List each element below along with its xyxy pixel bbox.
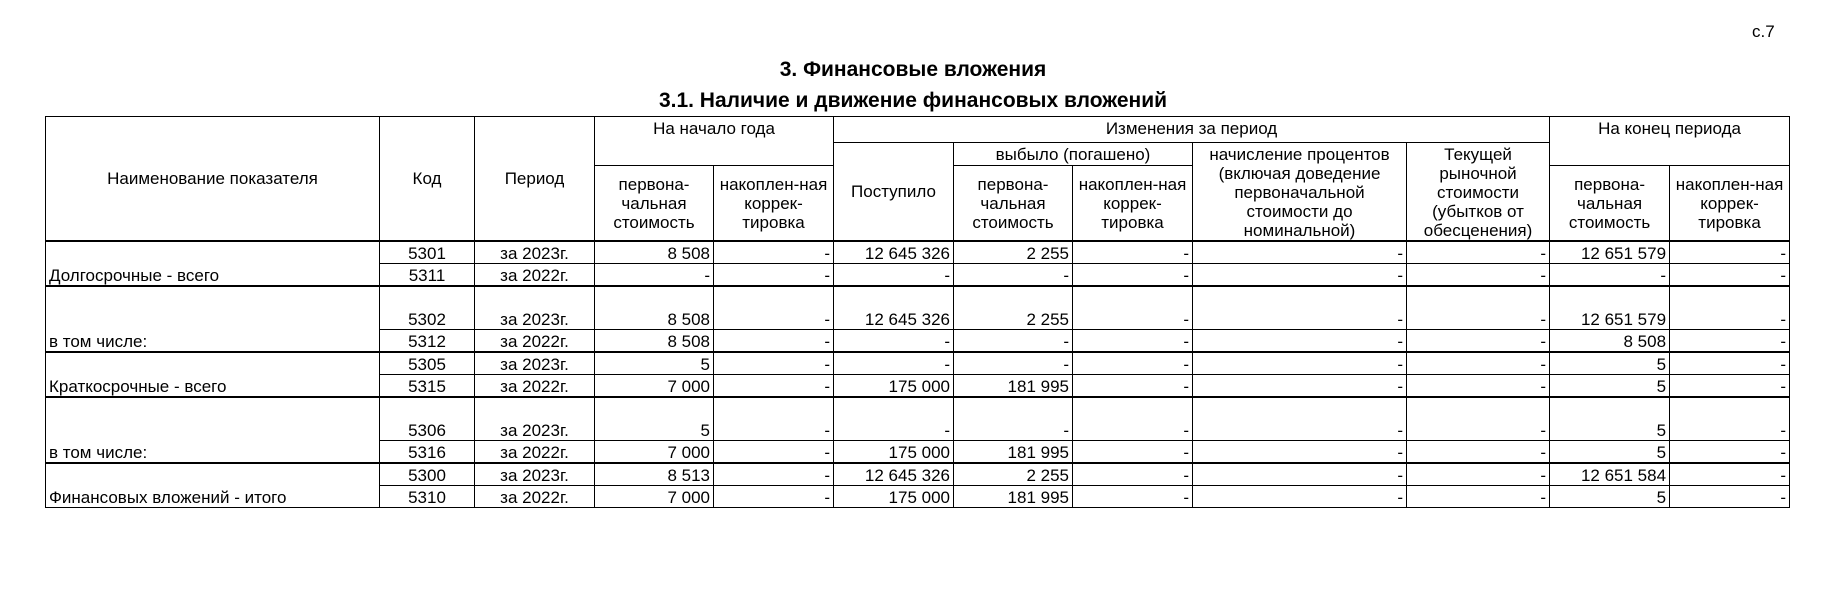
row-value-2: - [714, 264, 834, 287]
row-value-9: - [1670, 264, 1790, 287]
row-value-1: 7 000 [595, 486, 714, 508]
row-value-3: 175 000 [834, 486, 954, 508]
row-code: 5305 [380, 352, 475, 375]
row-value-2: - [714, 330, 834, 353]
row-period: за 2023г. [475, 397, 595, 441]
table-row [46, 241, 1790, 264]
row-period: за 2022г. [475, 375, 595, 398]
row-period: за 2022г. [475, 486, 595, 508]
row-value-4: 2 255 [954, 286, 1073, 330]
row-value-9: - [1670, 486, 1790, 508]
table-row [46, 397, 1790, 441]
row-value-2: - [714, 463, 834, 486]
row-code: 5306 [380, 397, 475, 441]
row-value-9: - [1670, 463, 1790, 486]
row-value-5: - [1073, 397, 1193, 441]
row-value-4: 181 995 [954, 486, 1073, 508]
row-value-2: - [714, 486, 834, 508]
row-value-7: - [1407, 264, 1550, 287]
row-value-4: - [954, 330, 1073, 353]
row-value-2: - [714, 441, 834, 464]
header-start-of-year: На начало года [595, 117, 834, 166]
section-title: 3. Финансовые вложения [779, 58, 1047, 81]
row-value-7: - [1407, 375, 1550, 398]
row-value-8: 5 [1550, 397, 1670, 441]
row-value-8: - [1550, 264, 1670, 287]
row-value-3: 175 000 [834, 375, 954, 398]
row-value-7: - [1407, 330, 1550, 353]
row-value-5: - [1073, 241, 1193, 264]
row-value-3: 175 000 [834, 441, 954, 464]
row-value-4: 2 255 [954, 241, 1073, 264]
row-code: 5311 [380, 264, 475, 287]
header-end-accum-adjust: накоплен-ная коррек-тировка [1670, 166, 1790, 241]
row-value-9: - [1670, 441, 1790, 464]
row-value-6: - [1193, 286, 1407, 330]
row-value-6: - [1193, 463, 1407, 486]
header-period: Период [475, 117, 595, 242]
row-value-6: - [1193, 375, 1407, 398]
row-code: 5312 [380, 330, 475, 353]
row-period: за 2022г. [475, 264, 595, 287]
row-code: 5302 [380, 286, 475, 330]
header-disposed-original-cost: первона-чальная стоимость [954, 166, 1073, 241]
row-value-1: 5 [595, 352, 714, 375]
header-code: Код [380, 117, 475, 242]
row-value-5: - [1073, 330, 1193, 353]
row-name: Краткосрочные - всего [46, 352, 380, 397]
row-value-4: - [954, 352, 1073, 375]
header-disposed: выбыло (погашено) [954, 143, 1193, 166]
row-value-8: 5 [1550, 486, 1670, 508]
row-value-5: - [1073, 286, 1193, 330]
header-end-original-cost: первона-чальная стоимость [1550, 166, 1670, 241]
row-value-7: - [1407, 463, 1550, 486]
header-interest-line1: начисление процентов [1209, 145, 1390, 164]
row-value-4: 181 995 [954, 441, 1073, 464]
row-value-8: 12 651 579 [1550, 286, 1670, 330]
header-market-value [1407, 143, 1550, 242]
row-value-1: 8 513 [595, 463, 714, 486]
page-number: с.7 [1752, 22, 1775, 41]
row-value-6: - [1193, 397, 1407, 441]
row-value-3: - [834, 352, 954, 375]
header-start-accum-adjust: накоплен-ная коррек-тировка [714, 166, 834, 241]
row-value-5: - [1073, 441, 1193, 464]
header-start-original-cost: первона-чальная стоимость [595, 166, 714, 241]
table-row [46, 463, 1790, 486]
row-value-2: - [714, 375, 834, 398]
row-value-3: 12 645 326 [834, 286, 954, 330]
header-interest [1193, 143, 1407, 242]
row-value-1: 7 000 [595, 441, 714, 464]
row-value-1: - [595, 264, 714, 287]
row-value-5: - [1073, 375, 1193, 398]
row-value-4: - [954, 397, 1073, 441]
row-value-7: - [1407, 352, 1550, 375]
row-value-1: 8 508 [595, 241, 714, 264]
row-value-2: - [714, 352, 834, 375]
row-value-8: 12 651 579 [1550, 241, 1670, 264]
row-period: за 2022г. [475, 330, 595, 353]
row-code: 5310 [380, 486, 475, 508]
row-value-9: - [1670, 375, 1790, 398]
row-value-7: - [1407, 241, 1550, 264]
row-period: за 2023г. [475, 352, 595, 375]
row-value-9: - [1670, 397, 1790, 441]
row-name: в том числе: [46, 397, 380, 463]
row-period: за 2023г. [475, 241, 595, 264]
table-row [46, 352, 1790, 375]
header-market-line2: рыночной стоимости (убытков от обесценения) [1423, 164, 1533, 240]
row-value-1: 7 000 [595, 375, 714, 398]
row-value-3: 12 645 326 [834, 241, 954, 264]
row-code: 5301 [380, 241, 475, 264]
row-value-2: - [714, 286, 834, 330]
table-row [46, 286, 1790, 330]
header-disposed-accum-adjust: накоплен-ная коррек-тировка [1073, 166, 1193, 241]
row-code: 5315 [380, 375, 475, 398]
row-value-5: - [1073, 352, 1193, 375]
row-value-9: - [1670, 352, 1790, 375]
row-value-2: - [714, 397, 834, 441]
row-value-6: - [1193, 441, 1407, 464]
row-code: 5300 [380, 463, 475, 486]
row-value-3: - [834, 264, 954, 287]
row-value-3: 12 645 326 [834, 463, 954, 486]
row-value-5: - [1073, 463, 1193, 486]
row-value-6: - [1193, 264, 1407, 287]
row-value-3: - [834, 397, 954, 441]
subsection-title: 3.1. Наличие и движение финансовых вложений [658, 89, 1168, 112]
row-value-9: - [1670, 330, 1790, 353]
row-value-7: - [1407, 486, 1550, 508]
row-value-9: - [1670, 286, 1790, 330]
row-period: за 2023г. [475, 463, 595, 486]
table-body [46, 241, 1790, 508]
row-value-6: - [1193, 330, 1407, 353]
financial-investments-table [45, 116, 1790, 508]
row-value-6: - [1193, 352, 1407, 375]
row-value-1: 8 508 [595, 286, 714, 330]
row-value-8: 5 [1550, 352, 1670, 375]
row-value-6: - [1193, 486, 1407, 508]
row-value-6: - [1193, 241, 1407, 264]
row-value-4: - [954, 264, 1073, 287]
row-value-7: - [1407, 286, 1550, 330]
row-value-1: 5 [595, 397, 714, 441]
row-name: в том числе: [46, 286, 380, 352]
row-value-4: 2 255 [954, 463, 1073, 486]
row-period: за 2023г. [475, 286, 595, 330]
row-name: Финансовых вложений - итого [46, 463, 380, 508]
row-period: за 2022г. [475, 441, 595, 464]
row-value-3: - [834, 330, 954, 353]
row-value-9: - [1670, 241, 1790, 264]
header-name: Наименование показателя [46, 117, 380, 242]
row-value-8: 8 508 [1550, 330, 1670, 353]
header-received: Поступило [834, 143, 954, 242]
row-value-8: 5 [1550, 441, 1670, 464]
row-value-5: - [1073, 486, 1193, 508]
row-value-7: - [1407, 397, 1550, 441]
row-value-8: 12 651 584 [1550, 463, 1670, 486]
row-value-8: 5 [1550, 375, 1670, 398]
row-name: Долгосрочные - всего [46, 241, 380, 286]
header-interest-line2: (включая доведение первоначальной стоимости до номинальной) [1218, 164, 1381, 240]
row-value-5: - [1073, 264, 1193, 287]
row-value-1: 8 508 [595, 330, 714, 353]
row-value-2: - [714, 241, 834, 264]
header-changes: Изменения за период [834, 117, 1550, 143]
row-value-7: - [1407, 441, 1550, 464]
header-market-line1: Текущей [1444, 145, 1512, 164]
row-code: 5316 [380, 441, 475, 464]
header-end-of-period: На конец периода [1550, 117, 1790, 166]
row-value-4: 181 995 [954, 375, 1073, 398]
